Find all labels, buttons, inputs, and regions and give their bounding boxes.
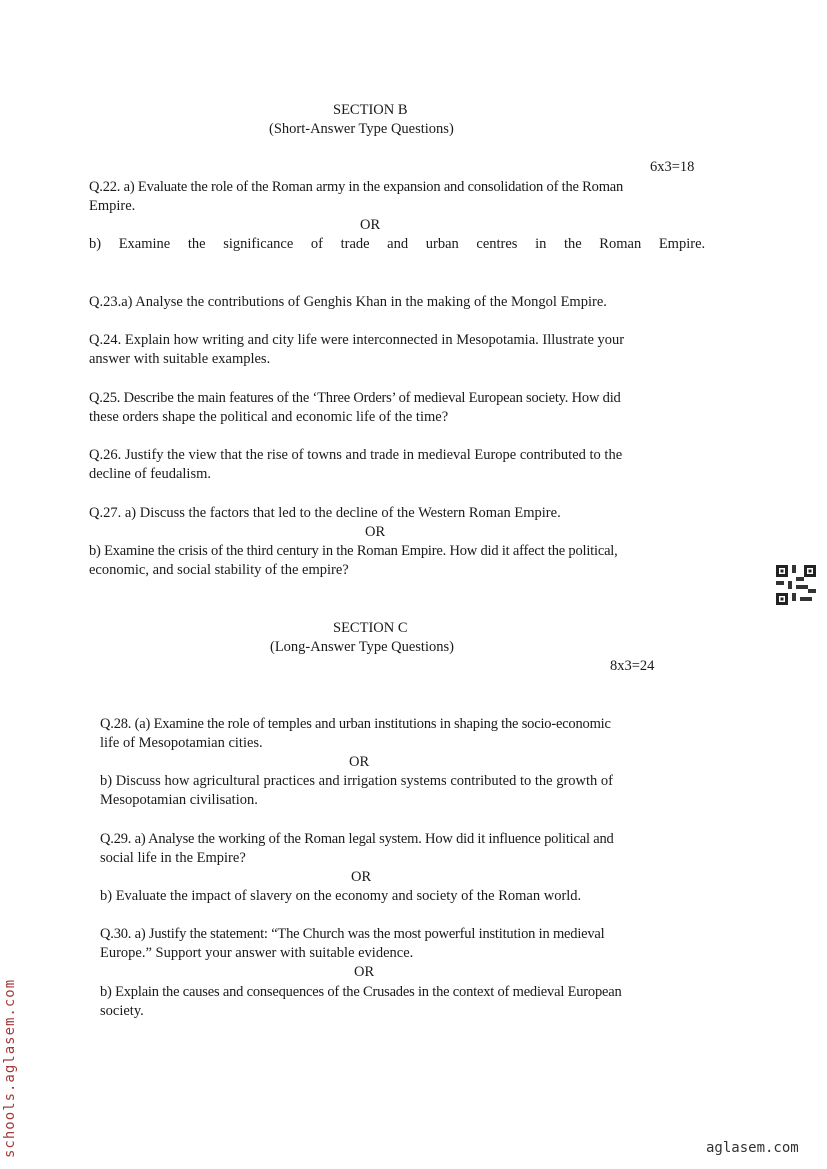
q29-line2: social life in the Empire? — [100, 850, 246, 866]
q27-line1: Q.27. a) Discuss the factors that led to the decline of the Western Roman Empire. — [89, 505, 561, 521]
q30-b-line2: society. — [100, 1003, 144, 1019]
q28-b-line2: Mesopotamian civilisation. — [100, 792, 258, 808]
q30-line2: Europe.” Support your answer with suitable evidence. — [100, 945, 414, 961]
q28-or: OR — [349, 754, 370, 770]
q28-b-line1: b) Discuss how agricultural practices and irrigation systems contributed to the growth of — [100, 773, 614, 789]
section-c-subtitle: (Long-Answer Type Questions) — [270, 639, 454, 655]
q30-or: OR — [354, 964, 375, 980]
q22-or: OR — [360, 217, 381, 233]
q30-b-line1: b) Explain the causes and consequences of the Crusades in the context of medieval European — [100, 984, 622, 1000]
q26-line2: decline of feudalism. — [89, 466, 211, 482]
q22-b: b) Examine the significance of trade and urban centres in the Roman Empire. — [89, 236, 706, 252]
q30-line1: Q.30. a) Justify the statement: “The Church was the most powerful institution in medieval — [100, 926, 605, 942]
q27-or: OR — [365, 524, 386, 540]
q25-line2: these orders shape the political and economic life of the time? — [89, 409, 449, 425]
section-c-marks: 8x3=24 — [610, 658, 655, 674]
q27-b-line1: b) Examine the crisis of the third century in the Roman Empire. How did it affect the political, — [89, 543, 618, 559]
q27-b-line2: economic, and social stability of the empire? — [89, 562, 349, 578]
q29-b-line1: b) Evaluate the impact of slavery on the economy and society of the Roman world. — [100, 888, 582, 904]
q25-line1: Q.25. Describe the main features of the ‘Three Orders’ of medieval European society. How did — [89, 390, 621, 406]
section-c-title: SECTION C — [333, 620, 408, 636]
section-b-title: SECTION B — [333, 102, 408, 118]
footer-watermark: aglasem.com — [706, 1140, 799, 1156]
section-b-marks: 6x3=18 — [650, 159, 695, 175]
q29-line1: Q.29. a) Analyse the working of the Roman legal system. How did it influence political and — [100, 831, 614, 847]
q22-line2: Empire. — [89, 198, 136, 214]
qr-code-icon — [776, 565, 816, 605]
q28-line2: life of Mesopotamian cities. — [100, 735, 263, 751]
q24-line2: answer with suitable examples. — [89, 351, 271, 367]
q22-line1: Q.22. a) Evaluate the role of the Roman army in the expansion and consolidation of the Roman — [89, 179, 624, 195]
side-watermark: schools.aglasem.com — [2, 978, 18, 1158]
q28-line1: Q.28. (a) Examine the role of temples and urban institutions in shaping the socio-economic — [100, 716, 611, 732]
section-b-subtitle: (Short-Answer Type Questions) — [269, 121, 454, 137]
q23-line1: Q.23.a) Analyse the contributions of Genghis Khan in the making of the Mongol Empire. — [89, 294, 607, 310]
q26-line1: Q.26. Justify the view that the rise of towns and trade in medieval Europe contributed to the — [89, 447, 623, 463]
q29-or: OR — [351, 869, 372, 885]
q24-line1: Q.24. Explain how writing and city life were interconnected in Mesopotamia. Illustrate your — [89, 332, 625, 348]
